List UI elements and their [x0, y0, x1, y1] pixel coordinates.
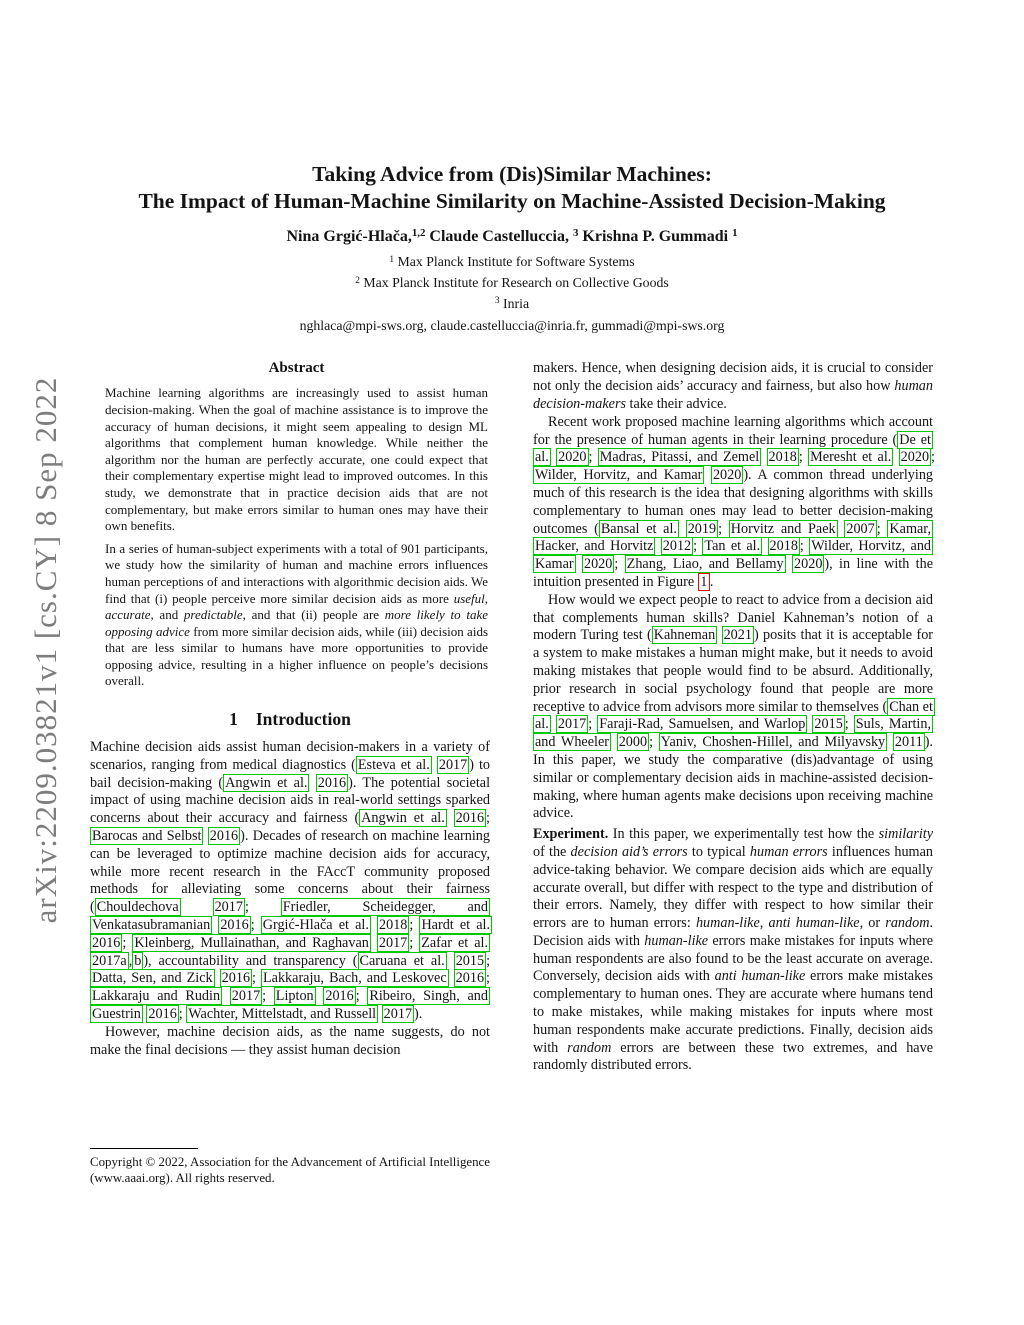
left-column-paragraphs [90, 739, 490, 1059]
text-segment: ), accountability and transparency ( [143, 952, 358, 969]
text-segment: ; [252, 970, 261, 987]
affiliation-line [0, 295, 1024, 316]
text-segment: take their advice. [625, 395, 727, 412]
text-segment: ; [486, 952, 491, 969]
text-segment: ; [588, 449, 598, 466]
text-segment [704, 467, 711, 483]
text-segment: ). [414, 1006, 423, 1023]
citation-link[interactable]: 2016 [92, 934, 121, 951]
right-column [533, 360, 933, 1186]
affiliations [0, 253, 1024, 315]
text-segment: 1 [389, 254, 395, 265]
text-segment: ; [693, 538, 703, 555]
citation-link[interactable]: 2021 [723, 627, 752, 644]
citation-link[interactable]: Kamar, Hacker, and Horvitz [535, 520, 932, 555]
citation-link[interactable]: De et al. [535, 431, 931, 466]
citation-link[interactable]: Kleinberg, Mullainathan, and Raghavan [134, 934, 369, 951]
citation-link[interactable]: 2011 [894, 734, 923, 751]
text-segment: influences human advice-taking behavior. We compare decision aids which are equally accurate overall, but differ with respect to the type and distribution of their errors. Namely, they differ with respect to how similar their errors are to human errors: [533, 843, 933, 932]
citation-link[interactable]: 2000 [618, 734, 648, 751]
text-segment: errors make mistakes complementary to human ones. They are accurate where humans tend to make mistakes, while making mistakes for inputs where most human respondents make accurate predictions. Finally, decision aids with [533, 968, 933, 1056]
arxiv-watermark: arXiv:2209.03821v1 [cs.CY] 8 Sep 2022 [28, 376, 63, 924]
citation-link[interactable]: Horvitz and Paek [730, 520, 836, 537]
body-paragraph [90, 739, 490, 1024]
citation-link[interactable]: Angwin et al. [361, 810, 445, 827]
citation-link[interactable]: 2017a [92, 952, 127, 969]
text-segment: ; [262, 988, 274, 1005]
text-segment: ). Decades of research on machine learning can be leveraged to optimize machine decision aids for accuracy, while more recent research in the FAccT community proposed methods for alleviating some concerns about their fairness ( [90, 828, 490, 916]
text-segment: ), in line with the intuition presented in Figure [533, 556, 933, 590]
text-segment: Max Planck Institute for Research on Collective Goods [359, 274, 669, 290]
abstract-paragraph [105, 541, 488, 690]
text-segment: Inria [499, 295, 530, 311]
citation-link[interactable]: Zafar et al. [421, 934, 488, 951]
citation-link[interactable]: 2016 [220, 917, 249, 934]
citation-link[interactable]: Meresht et al. [810, 449, 892, 466]
text-segment: anti human-like [768, 915, 860, 932]
citation-link[interactable]: 2015 [814, 716, 843, 733]
left-column [90, 360, 490, 1186]
authors-line [0, 228, 1024, 246]
text-segment [611, 734, 617, 750]
citation-link[interactable]: 2017 [378, 934, 408, 951]
text-segment: , [128, 952, 133, 969]
text-segment: human errors [749, 843, 828, 860]
text-segment: random [567, 1039, 612, 1056]
text-segment: ; [649, 734, 659, 751]
citation-link[interactable]: b [134, 952, 142, 969]
text-segment [222, 988, 230, 1004]
text-segment: Machine learning algorithms are increasingly used to assist human decision-making. When the goal of machine assistance is to improve the accuracy of human decisions, it might seem appealing to design ML algorithms that complement human knowledge. While neither the algorithm nor the human are perfectly accurate, one could expect that their complementary expertise might lead to improved outcomes. In this study, we demonstrate that in practice decision aids that are not complementary, but make errors similar to human ones may have their own benefits. [105, 385, 488, 534]
footnote-text: Copyright © 2022, Association for the Advancement of Artificial Intelligence (www.aaai.org). All rights reserved. [90, 1154, 490, 1185]
text-segment: ; [798, 449, 809, 466]
text-segment [679, 521, 686, 537]
text-segment: , [759, 915, 769, 932]
text-segment: 2 [355, 275, 360, 286]
text-segment: ; [614, 556, 625, 573]
citation-link[interactable]: Kahneman [653, 627, 716, 644]
text-segment: errors are between these two extremes, and have randomly distributed errors. [533, 1039, 933, 1074]
text-segment: ). A common thread underlying much of this research is the idea that designing algorithms with skills complementary to human ones may lead to better decision-making outcomes ( [533, 467, 934, 537]
affiliation-line [0, 253, 1024, 274]
section-heading [90, 709, 490, 730]
citation-link[interactable]: 2020 [583, 556, 613, 573]
text-segment: more likely to take opposing advice [105, 607, 488, 639]
abstract-paragraph [105, 385, 488, 534]
citation-link[interactable]: 2017 [383, 1006, 413, 1023]
text-segment: ; [409, 917, 420, 934]
text-segment: from more similar decision aids, while (iii) decision aids that are less similar to humans have more opportunities to provide opposing advice, resulting in a higher influence on people’s decisions overall. [105, 623, 489, 689]
text-segment: , or [859, 915, 886, 932]
text-segment: ) to bail decision-making ( [90, 756, 491, 791]
text-segment: random [885, 915, 930, 932]
text-segment: ; [178, 1006, 187, 1023]
two-column-layout [90, 360, 1024, 1186]
citation-link[interactable]: Zhang, Liao, and Bellamy [626, 556, 784, 573]
citation-link[interactable]: Hardt et al. [421, 917, 491, 934]
citation-link[interactable]: 2020 [712, 467, 742, 484]
text-segment: anti human-like [714, 968, 806, 985]
body-paragraph [533, 826, 933, 1075]
citation-link[interactable]: Bansal et al. [600, 520, 677, 537]
citation-link[interactable]: 2017 [438, 756, 468, 773]
text-segment: However, machine decision aids, as the name suggests, do not make the final decisions — they assist human decision [90, 1023, 490, 1058]
text-segment: 3 [572, 227, 579, 240]
citation-link[interactable]: Barocas and Selbst [92, 828, 202, 845]
citation-link[interactable]: 2020 [558, 449, 587, 466]
citation-link[interactable]: 2019 [687, 520, 717, 537]
citation-link[interactable]: 2017 [557, 716, 587, 733]
text-segment: predictable [183, 607, 243, 623]
citation-link[interactable]: 2016 [455, 810, 485, 827]
text-segment: similarity [878, 826, 933, 843]
text-segment [717, 627, 721, 643]
citation-link[interactable]: 2018 [768, 449, 797, 466]
citation-link[interactable]: 2016 [148, 1006, 177, 1023]
paper-title-line2: The Impact of Human-Machine Similarity on Machine-Assisted Decision-Making [138, 189, 886, 213]
text-segment: ; [355, 988, 368, 1005]
citation-link[interactable]: 2017 [214, 899, 243, 916]
text-segment: In a series of human-subject experiments with a total of 901 participants, we study how the similarity of human and machine errors influences human perceptions of and interactions with algorithmic decision aids. We find that (i) people perceive more similar decision aids as more [105, 540, 488, 606]
citation-link[interactable]: Wilder, Horvitz, and Kamar [535, 467, 703, 484]
right-column-paragraphs [533, 360, 933, 1075]
citation-link[interactable]: 2018 [379, 917, 408, 934]
text-segment: ; [409, 934, 420, 951]
text-segment: of the [533, 843, 571, 860]
body-paragraph [533, 414, 933, 592]
text-segment: to typical [687, 843, 750, 860]
abstract-heading: Abstract [268, 360, 325, 377]
text-segment [761, 449, 766, 465]
text-segment: , and [150, 607, 184, 623]
citation-link[interactable]: 2016 [317, 774, 347, 791]
text-segment [762, 538, 767, 554]
text-segment [181, 899, 213, 915]
text-segment: ) posits that it is acceptable for a system to make mistakes a human might make, but it needs to avoid making mistakes that people would find to be absurd. Additionally, prior research in social psychology found that people are more receptive to advice from advisors more similar to themselves ( [533, 627, 934, 715]
citation-link[interactable]: Faraji-Rad, Samuelsen, and Warlop [599, 716, 806, 733]
text-segment: Recent work proposed machine learning algorithms which account for the presence of human agents in their learning procedure ( [533, 413, 933, 448]
text-segment: Nina Grgić-Hlača, [286, 228, 412, 245]
text-segment [655, 538, 660, 554]
text-segment: decision aid’s errors [570, 843, 688, 860]
citation-link[interactable]: 2015 [455, 952, 485, 969]
text-segment: Experiment. [533, 826, 609, 843]
text-segment: ; [122, 934, 133, 951]
text-segment: ; [244, 899, 281, 916]
affiliation-line [0, 274, 1024, 295]
text-segment: ; [486, 970, 490, 987]
citation-link[interactable]: Tan et al. [704, 538, 761, 555]
figure-reference-link[interactable]: 1 [698, 573, 710, 591]
citation-link[interactable]: 2016 [209, 828, 239, 845]
citation-link[interactable]: Caruana et al. [359, 952, 445, 969]
citation-link[interactable]: Madras, Pitassi, and Zemel [599, 449, 760, 466]
text-segment: ). In this paper, we study the comparative (dis)advantage of using similar or complementary decision aids in machine-assisted decision-making, where human agents make decisions upon receiving machine advice. [533, 734, 934, 822]
citation-link[interactable]: Grgić-Hlača et al. [262, 917, 369, 934]
paper-title [0, 161, 1024, 215]
emails-line: nghlaca@mpi-sws.org, claude.castelluccia@inria.fr, gummadi@mpi-sws.org [299, 318, 725, 334]
text-segment: errors make mistakes for inputs where human respondents are also found to be the least accurate on average. Conversely, decision aids with [533, 932, 933, 985]
text-segment: ; [588, 716, 598, 733]
citation-link[interactable]: 2020 [794, 556, 823, 573]
citation-link[interactable]: Wachter, Mittelstadt, and Russell [188, 1006, 377, 1023]
text-segment [215, 970, 220, 986]
section-number: 1 [229, 709, 238, 730]
citation-link[interactable]: Lakkaraju and Rudin [92, 988, 221, 1005]
text-segment: ; [799, 538, 810, 555]
body-paragraph [533, 592, 933, 823]
text-segment [447, 810, 454, 826]
text-segment: ; [486, 810, 490, 827]
citation-link[interactable]: 2016 [221, 970, 251, 987]
text-segment [449, 970, 454, 986]
citation-link[interactable]: Angwin et al. [225, 774, 308, 791]
citation-link[interactable]: Wilder, Horvitz, and Kamar [535, 538, 932, 573]
citation-link[interactable]: 2018 [769, 538, 798, 555]
abstract-section [105, 360, 488, 696]
copyright-footnote [90, 1142, 490, 1187]
text-segment: . Decision aids with [533, 915, 933, 949]
text-segment: ; [250, 917, 261, 934]
text-segment: Machine decision aids assist human decision-makers in a variety of scenarios, ranging from medical diagnostics ( [90, 739, 490, 773]
text-segment: ; [876, 520, 888, 537]
footnote-rule [90, 1148, 198, 1149]
section-title: Introduction [255, 709, 351, 730]
citation-link[interactable]: Suls, Martin, and Wheeler [535, 716, 932, 751]
text-segment: ; [718, 520, 729, 537]
paper-title-line1: Taking Advice from (Dis)Similar Machines: [312, 162, 712, 186]
text-segment: ). The potential societal impact of using machine decision aids in real-world settings sparked concerns about their accuracy and fairness ( [90, 774, 491, 827]
text-segment: How would we expect people to react to advice from a decision aid that complements human skills? Daniel Kahneman’s notion of a modern Turing test ( [533, 591, 933, 644]
citation-link[interactable]: Lakkaraju, Bach, and Leskovec [263, 970, 447, 987]
citation-link[interactable]: 2020 [900, 449, 930, 466]
text-segment: , [484, 590, 488, 606]
text-segment: In this paper, we experimentally test how the [608, 826, 879, 843]
citation-link[interactable]: Lipton [275, 988, 314, 1005]
citation-link[interactable]: 2007 [846, 520, 875, 537]
text-segment: 1,2 [411, 227, 426, 240]
citation-link[interactable]: Datta, Sen, and Zick [92, 970, 213, 987]
citation-link[interactable]: Yaniv, Choshen-Hillel, and Milyavsky [660, 734, 886, 751]
text-segment: ; [844, 716, 854, 733]
citation-link[interactable]: 2016 [455, 970, 485, 987]
text-segment: Claude Castelluccia, [425, 228, 573, 245]
text-segment: , and that (ii) people are [242, 607, 385, 623]
citation-link[interactable]: Chouldechova [96, 899, 179, 916]
body-paragraph [533, 360, 933, 413]
text-segment: human-like [644, 932, 709, 949]
text-segment: human decision-makers [533, 378, 933, 412]
text-segment: ; [931, 449, 935, 466]
citation-link[interactable]: Chan et al. [535, 698, 933, 733]
text-segment: 1 [732, 227, 738, 240]
text-segment [371, 935, 377, 951]
citation-link[interactable]: 2012 [662, 538, 692, 555]
citation-link[interactable]: 2017 [231, 988, 261, 1005]
citation-link[interactable]: 2016 [325, 988, 354, 1005]
text-segment [447, 953, 454, 969]
text-segment: accurate [105, 607, 151, 623]
text-segment: 3 [494, 296, 500, 307]
citation-link[interactable]: Friedler, Scheidegger, and Venkatasubramanian [92, 899, 488, 934]
text-segment: . [709, 573, 714, 590]
text-segment [893, 449, 898, 465]
body-paragraph [90, 1024, 490, 1060]
text-segment: Max Planck Institute for Software Systems [394, 254, 635, 269]
text-segment: Krishna P. Gummadi [578, 228, 733, 245]
abstract-paragraphs [105, 385, 488, 690]
citation-link[interactable]: Esteva et al. [357, 756, 430, 773]
text-segment: human-like [695, 915, 760, 932]
text-segment [309, 775, 315, 791]
text-segment: useful [453, 590, 485, 606]
citation-link[interactable]: Ribeiro, Singh, and Guestrin [92, 988, 488, 1023]
text-segment: makers. Hence, when designing decision aids, it is crucial to consider not only the decision aids’ accuracy and fairness, but also how [533, 360, 933, 395]
